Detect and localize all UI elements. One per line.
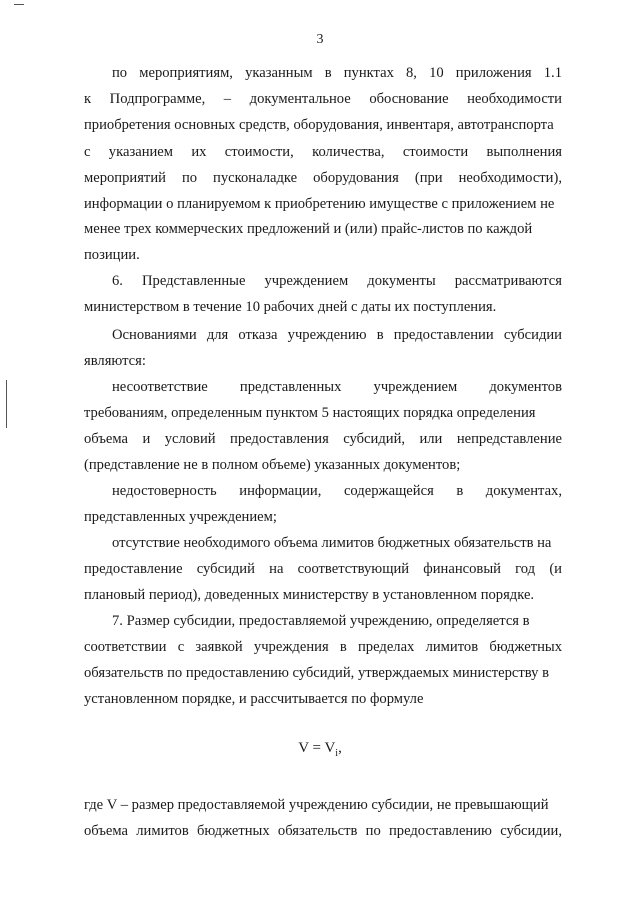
scan-edge-mark (6, 380, 7, 428)
formula-subscript: i (335, 748, 339, 759)
text-line: предоставление субсидий на соответствующий финансовый год (и (84, 561, 562, 577)
text-line: к Подпрограмме, – документальное обоснование необходимости (84, 91, 562, 107)
text-line: (представление не в полном объеме) указанных документов; (84, 457, 461, 473)
text-line: где V – размер предоставляемой учреждению субсидии, не превышающий (84, 797, 549, 813)
page-number: 3 (316, 32, 324, 47)
text-line: соответствии с заявкой учреждения в пределах лимитов бюджетных (84, 639, 562, 655)
text-line: отсутствие необходимого объема лимитов бюджетных обязательств на (112, 535, 552, 551)
text-line: 6. Представленные учреждением документы рассматриваются (112, 273, 562, 289)
text-line: объема лимитов бюджетных обязательств по предоставлению субсидии, (84, 823, 562, 839)
text-line: мероприятий по пусконаладке оборудования (при необходимости), (84, 170, 562, 186)
text-line: требованиям, определенным пунктом 5 настоящих порядка определения (84, 405, 536, 421)
text-line: Основаниями для отказа учреждению в предоставлении субсидии (112, 327, 562, 343)
formula-tail: , (338, 740, 342, 756)
text-line: министерством в течение 10 рабочих дней с даты их поступления. (84, 299, 497, 315)
formula (0, 740, 640, 759)
text-line: по мероприятиям, указанным в пунктах 8, 10 приложения 1.1 (112, 65, 562, 81)
text-line: информации о планируемом к приобретению имуществе с приложением не (84, 196, 555, 212)
text-line: менее трех коммерческих предложений и (или) прайс-листов по каждой (84, 221, 533, 237)
text-line: приобретения основных средств, оборудования, инвентаря, автотранспорта (84, 117, 554, 133)
scan-edge-mark (14, 4, 24, 5)
text-line: объема и условий предоставления субсидий, или непредставление (84, 431, 562, 447)
text-line: недостоверность информации, содержащейся в документах, (112, 483, 562, 499)
text-line: обязательств по предоставлению субсидий, утверждаемых министерству в (84, 665, 550, 681)
text-line: установленном порядке, и рассчитывается по формуле (84, 691, 424, 707)
text-line: представленных учреждением; (84, 509, 277, 525)
text-line: несоответствие представленных учреждением документов (112, 379, 562, 395)
text-line: являются: (84, 353, 146, 369)
text-line: с указанием их стоимости, количества, стоимости выполнения (84, 144, 562, 160)
formula-main: V = V (298, 740, 336, 756)
text-line: позиции. (84, 247, 140, 263)
text-line: плановый период), доведенных министерству в установленном порядке. (84, 587, 535, 603)
text-line: 7. Размер субсидии, предоставляемой учреждению, определяется в (112, 613, 530, 629)
